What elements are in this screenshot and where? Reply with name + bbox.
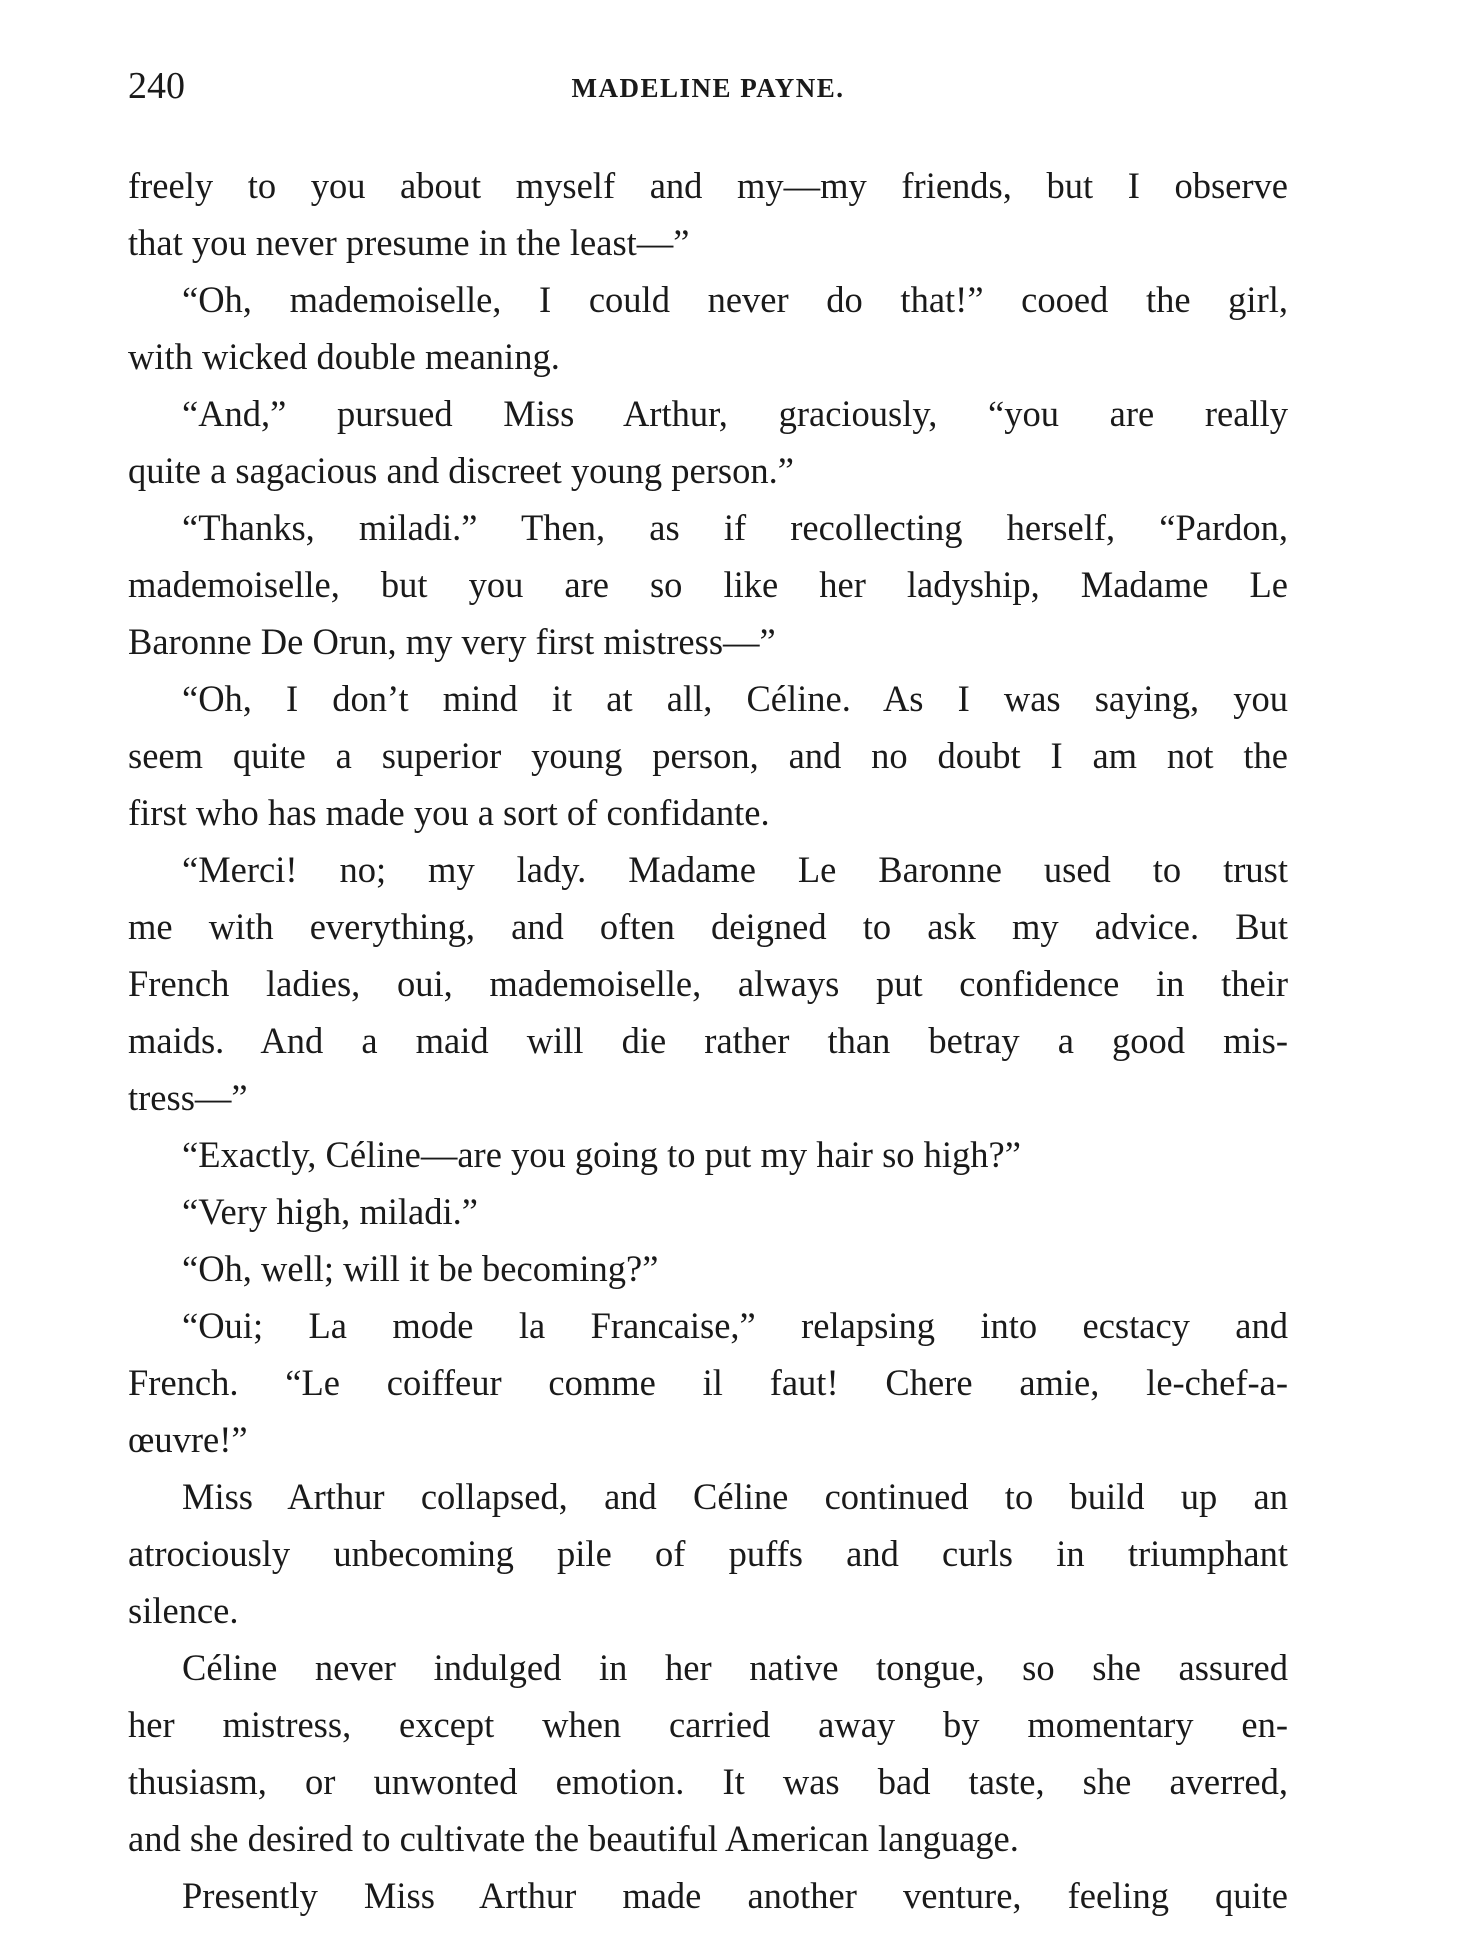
text-line: “Exactly, Céline—are you going to put my hair so high?” (182, 1134, 1021, 1175)
text-line: maids. And a maid will die rather than betray a good mis- (128, 1020, 1288, 1061)
text-line: tress—” (128, 1077, 248, 1118)
text-line: first who has made you a sort of confidante. (128, 792, 770, 833)
text-line: French ladies, oui, mademoiselle, always put confidence in their (128, 963, 1288, 1004)
text-line: Baronne De Orun, my very first mistress—” (128, 621, 776, 662)
text-line: “Merci! no; my lady. Madame Le Baronne used to trust (182, 849, 1288, 890)
text-line: Presently Miss Arthur made another venture, feeling quite (182, 1875, 1288, 1916)
text-line: freely to you about myself and my—my friends, but I observe (128, 165, 1288, 206)
text-line: me with everything, and often deigned to ask my advice. But (128, 906, 1288, 947)
text-line: her mistress, except when carried away by momentary en- (128, 1704, 1288, 1745)
text-line: “Oh, well; will it be becoming?” (182, 1248, 659, 1289)
text-line: “Oh, I don’t mind it at all, Céline. As I was saying, you (182, 678, 1288, 719)
text-line: “Very high, miladi.” (182, 1191, 478, 1232)
text-line: silence. (128, 1590, 239, 1631)
text-line: thusiasm, or unwonted emotion. It was bad taste, she averred, (128, 1761, 1288, 1802)
text-line: with wicked double meaning. (128, 336, 560, 377)
text-line: Miss Arthur collapsed, and Céline continued to build up an (182, 1476, 1288, 1517)
text-line: Céline never indulged in her native tongue, so she assured (182, 1647, 1288, 1688)
text-line: mademoiselle, but you are so like her ladyship, Madame Le (128, 564, 1288, 605)
book-page (128, 62, 1288, 1942)
text-line: quite a sagacious and discreet young person.” (128, 450, 794, 491)
page-header (128, 62, 1288, 122)
page-number: 240 (128, 65, 185, 107)
body-text (128, 157, 1288, 1924)
text-line: œuvre!” (128, 1419, 248, 1460)
text-line: “And,” pursued Miss Arthur, graciously, “you are really (182, 393, 1288, 434)
text-line: “Oh, mademoiselle, I could never do that!” cooed the girl, (182, 279, 1288, 320)
text-line: that you never presume in the least—” (128, 222, 690, 263)
text-line: and she desired to cultivate the beautiful American language. (128, 1818, 1019, 1859)
text-line: “Oui; La mode la Francaise,” relapsing into ecstacy and (182, 1305, 1288, 1346)
text-line: seem quite a superior young person, and no doubt I am not the (128, 735, 1288, 776)
text-line: French. “Le coiffeur comme il faut! Chere amie, le-chef-a- (128, 1362, 1288, 1403)
text-line: atrociously unbecoming pile of puffs and curls in triumphant (128, 1533, 1288, 1574)
running-title: MADELINE PAYNE. (571, 73, 845, 103)
text-line: “Thanks, miladi.” Then, as if recollecting herself, “Pardon, (182, 507, 1288, 548)
